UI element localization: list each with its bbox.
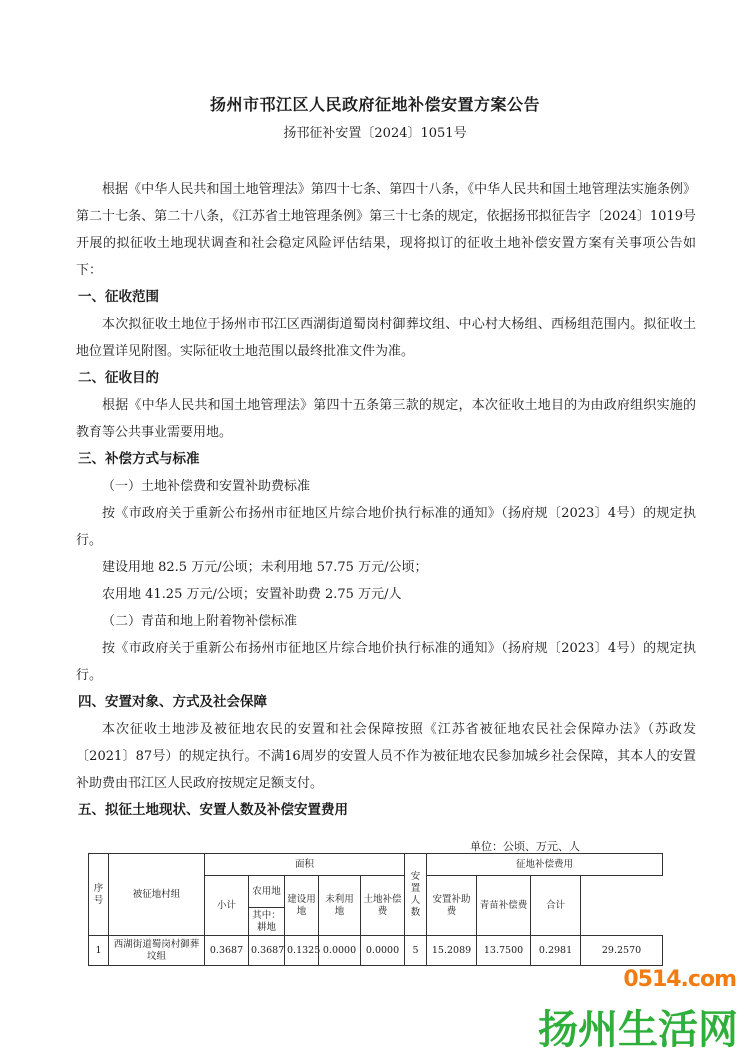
watermark-url: 0514.com: [623, 967, 736, 992]
cell-arable: 0.1325: [285, 936, 319, 966]
cell-crop-fee: 0.2981: [531, 936, 581, 966]
cell-unused: 0.0000: [361, 936, 405, 966]
document-body: [76, 176, 696, 824]
section-3-heading: 三、补偿方式与标准: [78, 451, 200, 467]
section-3-sub2-text: 按《市政府关于重新公布扬州市征地区片综合地价执行标准的通知》（扬府规〔2023〕4号）的规定执行。: [76, 641, 696, 683]
header-subtotal: 小计: [205, 876, 249, 936]
cell-group: 西湖街道蜀岗村御葬坟组: [109, 936, 205, 966]
section-5-heading: 五、拟征土地现状、安置人数及补偿安置费用: [78, 802, 348, 818]
cell-resettle-fee: 13.7500: [477, 936, 531, 966]
section-4-heading: 四、安置对象、方式及社会保障: [78, 694, 267, 710]
header-land-fee: 土地补偿费: [361, 876, 405, 936]
header-seq: 序号: [89, 854, 109, 936]
document-number: 扬邗征补安置〔2024〕1051号: [283, 126, 467, 141]
watermark-brand: 扬州生活网: [538, 1007, 738, 1053]
section-3-sub1-text: 按《市政府关于重新公布扬州市征地区片综合地价执行标准的通知》（扬府规〔2023〕4号）的规定执行。: [76, 506, 696, 548]
header-people: 安置人数: [405, 854, 427, 936]
section-3-subheading-2: （二）青苗和地上附着物补偿标准: [102, 614, 298, 629]
section-4-text: 本次征收土地涉及被征地农民的安置和社会保障按照《江苏省被征地农民社会保障办法》（苏政发〔2021〕87号）的规定执行。不满16周岁的安置人员不作为被征地农民参加城乡社会保障，其本人的安置补助费由邗江区人民政府按规定足额支付。: [76, 722, 696, 791]
cell-land-fee: 15.2089: [427, 936, 477, 966]
header-group: 被征地村组: [109, 854, 205, 936]
header-crop-fee: 青苗补偿费: [477, 876, 531, 936]
cell-subtotal: 0.3687: [205, 936, 249, 966]
compensation-table: [88, 853, 663, 966]
cell-farmland: 0.3687: [249, 936, 285, 966]
section-3-rates-line-2: 农用地 41.25 万元/公顷；安置补助费 2.75 万元/人: [102, 587, 402, 602]
section-1-heading: 一、征收范围: [78, 289, 159, 305]
section-1-text: 本次拟征收土地位于扬州市邗江区西湖街道蜀岗村御葬坟组、中心村大杨组、西杨组范围内。拟征收土地位置详见附图。实际征收土地范围以最终批准文件为准。: [76, 317, 696, 359]
document-title: 扬州市邗江区人民政府征地补偿安置方案公告: [209, 95, 540, 114]
site-watermark: [512, 967, 742, 1057]
header-resettle-fee: 安置补助费: [427, 876, 477, 936]
section-2-heading: 二、征收目的: [78, 370, 159, 386]
header-total: 合计: [531, 876, 581, 936]
table-row: [89, 936, 663, 966]
section-2-text: 根据《中华人民共和国土地管理法》第四十五条第三款的规定，本次征收土地目的为由政府组织实施的教育等公共事业需要用地。: [76, 398, 696, 440]
header-farmland: 农用地: [249, 876, 285, 908]
table-unit-note: 单位：公顷、万元、人: [470, 840, 580, 853]
cell-people: 5: [405, 936, 427, 966]
header-unused: 未利用地: [319, 876, 361, 936]
cell-total: 29.2570: [581, 936, 663, 966]
header-construction: 建设用地: [285, 876, 319, 936]
section-3-subheading-1: （一）土地补偿费和安置补助费标准: [102, 479, 311, 494]
cell-construction: 0.0000: [319, 936, 361, 966]
header-area: 面积: [205, 854, 405, 876]
header-fees: 征地补偿费用: [427, 854, 663, 876]
intro-paragraph: 根据《中华人民共和国土地管理法》第四十七条、第四十八条，《中华人民共和国土地管理法实施条例》第二十七条、第二十八条，《江苏省土地管理条例》第三十七条的规定，依据扬邗拟征告字〔2024〕1019号开展的拟征收土地现状调查和社会稳定风险评估结果，现将拟订的征收土地补偿安置方案有关事项公告如下：: [76, 182, 696, 278]
cell-seq: 1: [89, 936, 109, 966]
section-3-rates-line-1: 建设用地 82.5 万元/公顷；未利用地 57.75 万元/公顷；: [102, 560, 428, 575]
header-arable: 其中：耕地: [249, 908, 285, 936]
